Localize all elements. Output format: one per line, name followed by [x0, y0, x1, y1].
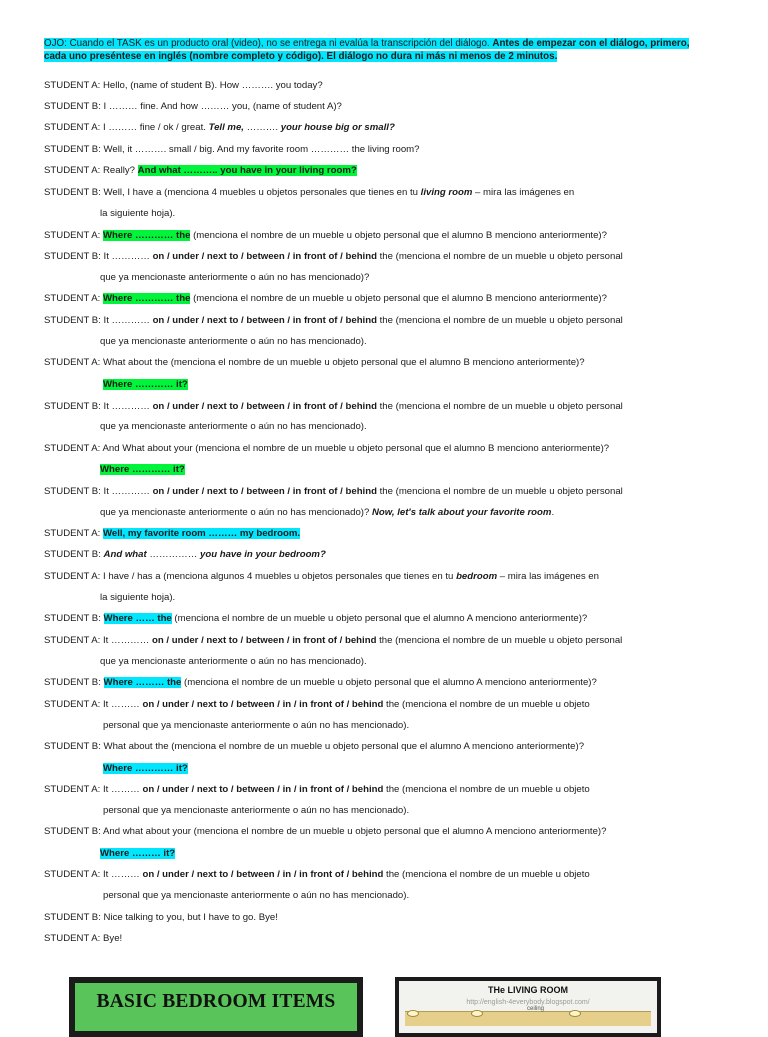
- dialogue-text: STUDENT A: It ………: [44, 869, 143, 880]
- highlighted-phrase: Where …… the: [103, 613, 172, 624]
- bedroom-items-title: BASIC BEDROOM ITEMS: [75, 983, 357, 1031]
- dialogue-text: on / under / next to / between / in / in front of / behind: [142, 869, 384, 880]
- dialogue-text: la siguiente hoja).: [100, 208, 176, 219]
- dialogue-line: [44, 528, 300, 540]
- dialogue-line: [100, 656, 367, 668]
- dialogue-text: STUDENT A: Bye!: [44, 933, 123, 944]
- dialogue-line: [44, 315, 623, 327]
- dialogue-line: [44, 635, 622, 647]
- dialogue-text: Now, let's talk about your favorite room: [372, 507, 552, 518]
- highlighted-phrase: Where ………… the: [103, 293, 191, 304]
- dialogue-line: [44, 165, 357, 177]
- dialogue-text: (menciona el nombre de un mueble u objeto personal que el alumno B menciono anteriormente)?: [190, 293, 607, 304]
- dialogue-text: que ya mencionaste anteriormente o aún no has mencionado).: [100, 656, 367, 667]
- dialogue-text: la siguiente hoja).: [100, 592, 176, 603]
- bedroom-items-card: [69, 977, 363, 1037]
- dialogue-line: [100, 507, 554, 519]
- highlighted-phrase: Well, my favorite room ……… my bedroom.: [103, 528, 301, 539]
- highlighted-phrase: Where ………… the: [103, 230, 191, 241]
- living-room-title: THe LIVING ROOM: [487, 985, 568, 995]
- dialogue-line: [44, 293, 607, 305]
- dialogue-text: – mira las imágenes en: [472, 187, 575, 198]
- dialogue-text: STUDENT B: Well, it ………. small / big. And my favorite room ………… the living room?: [44, 144, 420, 155]
- dialogue-text: que ya mencionaste anteriormente o aún no has mencionado)?: [100, 272, 370, 283]
- lamp-icon: [471, 1010, 483, 1017]
- dialogue-text: your house big or small?: [280, 122, 395, 133]
- dialogue-line: [103, 890, 409, 902]
- dialogue-line: [44, 122, 395, 134]
- dialogue-line: [44, 677, 597, 689]
- dialogue-text: STUDENT A: Really?: [44, 165, 138, 176]
- dialogue-line: [103, 805, 409, 817]
- instructions-note: [44, 37, 712, 63]
- dialogue-text: STUDENT B: It …………: [44, 251, 153, 262]
- dialogue-text: STUDENT A:: [44, 528, 103, 539]
- dialogue-text: STUDENT B: It …………: [44, 486, 153, 497]
- dialogue-text: STUDENT A: And What about your (menciona el nombre de un mueble u objeto personal que el alumno B menciono anteriormente)?: [44, 443, 610, 454]
- dialogue-line: [103, 763, 188, 775]
- dialogue-line: [44, 357, 585, 369]
- dialogue-text: STUDENT B: It …………: [44, 401, 153, 412]
- dialogue-text: the (menciona el nombre de un mueble u objeto: [383, 699, 590, 710]
- dialogue-text: the (menciona el nombre de un mueble u objeto personal: [376, 635, 623, 646]
- dialogue-text: STUDENT B:: [44, 613, 104, 624]
- dialogue-text: on / under / next to / between / in front of / behind: [152, 315, 377, 326]
- dialogue-text: bedroom: [456, 571, 498, 582]
- dialogue-text: personal que ya mencionaste anteriormente o aún no has mencionado).: [103, 720, 410, 731]
- dialogue-text: que ya mencionaste anteriormente o aún no has mencionado).: [100, 336, 367, 347]
- dialogue-text: (menciona el nombre de un mueble u objeto personal que el alumno B menciono anteriormente)?: [190, 230, 607, 241]
- instructions-bold-text: Antes de empezar con el diálogo, primero, cada uno preséntese en inglés (nombre completo y código). El diálogo no dura ni más ni menos de 2 minutos.: [44, 38, 690, 62]
- dialogue-text: STUDENT A:: [44, 293, 103, 304]
- dialogue-text: STUDENT A: It ………: [44, 699, 143, 710]
- dialogue-text: STUDENT B: What about the (menciona el nombre de un mueble u objeto personal que el alumno A menciono anteriormente)?: [44, 741, 585, 752]
- dialogue-text: on / under / next to / between / in / in front of / behind: [142, 699, 384, 710]
- dialogue-line: [44, 101, 342, 113]
- highlighted-phrase: And what ……….. you have in your living room?: [137, 165, 357, 176]
- dialogue-line: [44, 187, 574, 199]
- dialogue-line: [44, 784, 590, 796]
- dialogue-line: [44, 869, 590, 881]
- dialogue-line: [44, 613, 587, 625]
- dialogue-text: STUDENT A: I have / has a (menciona algunos 4 muebles u objetos personales que tienes en tu: [44, 571, 457, 582]
- dialogue-text: STUDENT B: I ……… fine. And how ……… you, (name of student A)?: [44, 101, 342, 112]
- dialogue-text: on / under / next to / between / in / in front of / behind: [142, 784, 384, 795]
- dialogue-text: on / under / next to / between / in front of / behind: [152, 635, 377, 646]
- dialogue-text: on / under / next to / between / in front of / behind: [152, 486, 377, 497]
- dialogue-text: que ya mencionaste anteriormente o aún no has mencionado).: [100, 421, 367, 432]
- living-room-illustration: [399, 981, 657, 1033]
- instructions-text: OJO: Cuando el TASK es un producto oral (video), no se entrega ni evalúa la transcripción del diálogo.: [44, 38, 493, 49]
- dialogue-text: living room: [420, 187, 473, 198]
- dialogue-text: (menciona el nombre de un mueble u objeto personal que el alumno A menciono anteriormente)?: [181, 677, 597, 688]
- living-room-card: [395, 977, 661, 1037]
- dialogue-line: [44, 933, 122, 945]
- dialogue-text: the (menciona el nombre de un mueble u objeto personal: [376, 401, 623, 412]
- highlighted-phrase: Where ………… it?: [100, 464, 185, 475]
- highlighted-phrase: Where ……… it?: [100, 848, 176, 859]
- dialogue-text: STUDENT A: I ……… fine / ok / great.: [44, 122, 209, 133]
- dialogue-line: [44, 912, 278, 924]
- lamp-icon: [569, 1010, 581, 1017]
- dialogue-text: STUDENT B: It …………: [44, 315, 153, 326]
- dialogue-line: [100, 848, 175, 860]
- dialogue-line: [100, 421, 367, 433]
- dialogue-line: [44, 144, 420, 156]
- dialogue-line: [44, 571, 599, 583]
- dialogue-line: [44, 401, 623, 413]
- dialogue-line: [44, 251, 623, 263]
- dialogue-text: on / under / next to / between / in front of / behind: [152, 251, 377, 262]
- dialogue-text: the (menciona el nombre de un mueble u objeto personal: [376, 251, 623, 262]
- dialogue-text: ……….: [243, 122, 281, 133]
- dialogue-line: [44, 549, 326, 561]
- dialogue-text: .: [551, 507, 555, 518]
- dialogue-text: personal que ya mencionaste anteriormente o aún no has mencionado).: [103, 890, 410, 901]
- living-room-watermark-url: http://english-4everybody.blogspot.com/: [466, 999, 590, 1006]
- dialogue-text: STUDENT A: It …………: [44, 635, 153, 646]
- highlighted-phrase: Where ………… it?: [103, 763, 188, 774]
- dialogue-text: the (menciona el nombre de un mueble u objeto: [383, 784, 590, 795]
- dialogue-text: And what: [103, 549, 147, 560]
- dialogue-text: you have in your bedroom?: [200, 549, 326, 560]
- dialogue-text: the (menciona el nombre de un mueble u objeto personal: [376, 486, 623, 497]
- dialogue-text: on / under / next to / between / in front of / behind: [152, 401, 377, 412]
- dialogue-line: [44, 486, 623, 498]
- dialogue-text: STUDENT B: Nice talking to you, but I have to go. Bye!: [44, 912, 278, 923]
- dialogue-line: [103, 379, 188, 391]
- highlighted-phrase: Where ………… it?: [103, 379, 188, 390]
- dialogue-text: STUDENT A: Hello, (name of student B). How ………. you today?: [44, 80, 323, 91]
- dialogue-line: [100, 272, 369, 284]
- dialogue-text: STUDENT B:: [44, 549, 104, 560]
- dialogue-text: personal que ya mencionaste anteriormente o aún no has mencionado).: [103, 805, 410, 816]
- dialogue-text: ……………: [146, 549, 201, 560]
- dialogue-line: [100, 208, 175, 220]
- dialogue-text: (menciona el nombre de un mueble u objeto personal que el alumno A menciono anteriormente)?: [171, 613, 588, 624]
- highlighted-phrase: Where ……… the: [103, 677, 182, 688]
- dialogue-text: the (menciona el nombre de un mueble u objeto personal: [376, 315, 623, 326]
- dialogue-text: the (menciona el nombre de un mueble u objeto: [383, 869, 590, 880]
- dialogue-text: que ya mencionaste anteriormente o aún no has mencionado)?: [100, 507, 372, 518]
- dialogue-text: STUDENT A:: [44, 230, 103, 241]
- dialogue-text: STUDENT B: Well, I have a (menciona 4 muebles u objetos personales que tienes en tu: [44, 187, 421, 198]
- dialogue-text: STUDENT A: What about the (menciona el nombre de un mueble u objeto personal que el alumno B menciono anteriormente)?: [44, 357, 585, 368]
- dialogue-line: [100, 464, 185, 476]
- dialogue-line: [44, 80, 323, 92]
- dialogue-line: [103, 720, 409, 732]
- dialogue-line: [44, 741, 584, 753]
- dialogue-line: [44, 230, 607, 242]
- dialogue-text: – mira las imágenes en: [497, 571, 599, 582]
- dialogue-text: STUDENT A: It ………: [44, 784, 143, 795]
- lamp-icon: [407, 1010, 419, 1017]
- dialogue-text: Tell me,: [208, 122, 244, 133]
- ceiling-label: ceiling: [527, 1006, 545, 1012]
- dialogue-line: [44, 826, 606, 838]
- dialogue-line: [100, 592, 175, 604]
- dialogue-line: [100, 336, 367, 348]
- dialogue-line: [44, 699, 590, 711]
- dialogue-line: [44, 443, 609, 455]
- dialogue-text: STUDENT B: And what about your (menciona el nombre de un mueble u objeto personal que el alumno A menciono anteriormente)?: [44, 826, 607, 837]
- dialogue-text: STUDENT B:: [44, 677, 104, 688]
